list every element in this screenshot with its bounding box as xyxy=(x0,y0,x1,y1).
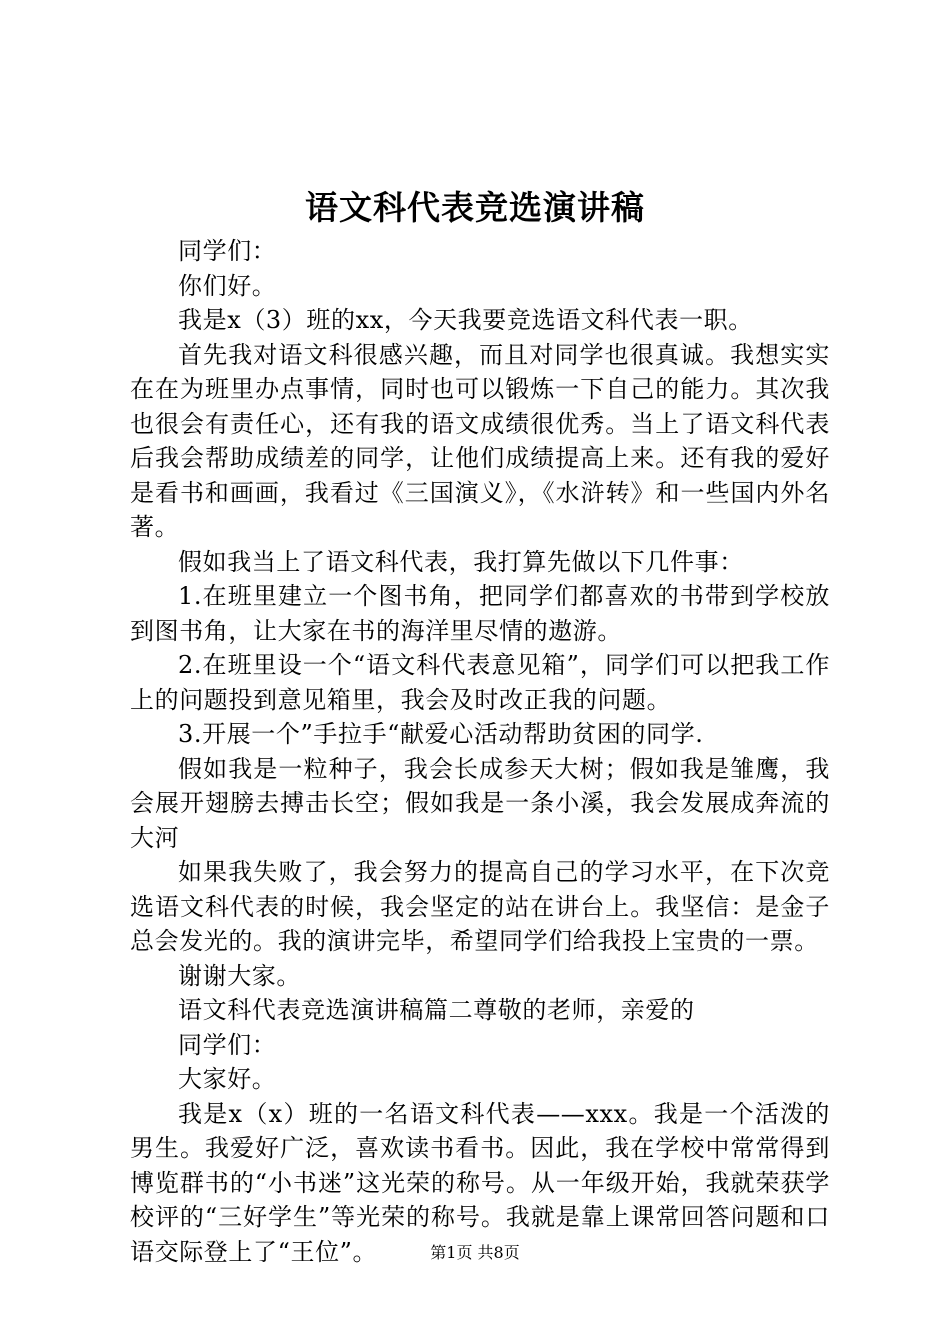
paragraph-second-title: 语文科代表竞选演讲稿篇二尊敬的老师，亲爱的 xyxy=(178,996,695,1024)
paragraph-plan-3: 3.开展一个”手拉手“献爱心活动帮助贫困的同学. xyxy=(178,720,704,748)
document-title: 语文科代表竞选演讲稿 xyxy=(305,188,645,227)
paragraph-intro: 我是x（3）班的xx，今天我要竞选语文科代表一职。 xyxy=(178,306,753,334)
paragraph-metaphor: 假如我是一粒种子，我会长成参天大树；假如我是雏鹰，我会展开翅膀去搏击长空；假如我是一条小溪，我会发展成奔流的大河 xyxy=(130,754,830,852)
paragraph-closing: 如果我失败了，我会努力的提高自己的学习水平，在下次竞选语文科代表的时候，我会坚定的站在讲台上。我坚信：是金子总会发光的。我的演讲完毕，希望同学们给我投上宝贵的一票。 xyxy=(130,858,830,955)
paragraph-thanks: 谢谢大家。 xyxy=(178,961,301,990)
paragraph-plan-1: 1.在班里建立一个图书角，把同学们都喜欢的书带到学校放到图书角，让大家在书的海洋里尽情的遨游。 xyxy=(130,582,830,645)
paragraph-plan-2: 2.在班里设一个“语文科代表意见箱”，同学们可以把我工作上的问题投到意见箱里，我会及时改正我的问题。 xyxy=(130,651,830,714)
paragraph-second-intro: 我是x（x）班的一名语文科代表——xxx。我是一个活泼的男生。我爱好广泛，喜欢读书看书。因此，我在学校中常常得到博览群书的“小书迷”这光荣的称号。从一年级开始，我就荣获学校评的“三好学生”等光荣的称号。我就是靠上课常回答问题和口语交际登上了“王位”。 xyxy=(130,1099,830,1266)
paragraph-greeting: 同学们： xyxy=(178,237,277,265)
paragraph-second-greeting: 同学们： xyxy=(178,1030,277,1059)
paragraph-hello: 你们好。 xyxy=(178,271,277,300)
paragraph-reasons: 首先我对语文科很感兴趣，而且对同学也很真诚。我想实实在在为班里办点事情，同时也可以锻炼一下自己的能力。其次我也很会有责任心，还有我的语文成绩很优秀。当上了语文科代表后我会帮助成绩差的同学，让他们成绩提高上来。还有我的爱好是看书和画画，我看过《三国演义》，《水浒转》和一些国内外名著。 xyxy=(130,340,830,541)
page-number: 第1页 共8页 xyxy=(430,1243,520,1262)
paragraph-plan-lead: 假如我当上了语文科代表，我打算先做以下几件事： xyxy=(178,547,744,576)
paragraph-second-hello: 大家好。 xyxy=(178,1065,277,1093)
document-body xyxy=(130,234,830,1269)
